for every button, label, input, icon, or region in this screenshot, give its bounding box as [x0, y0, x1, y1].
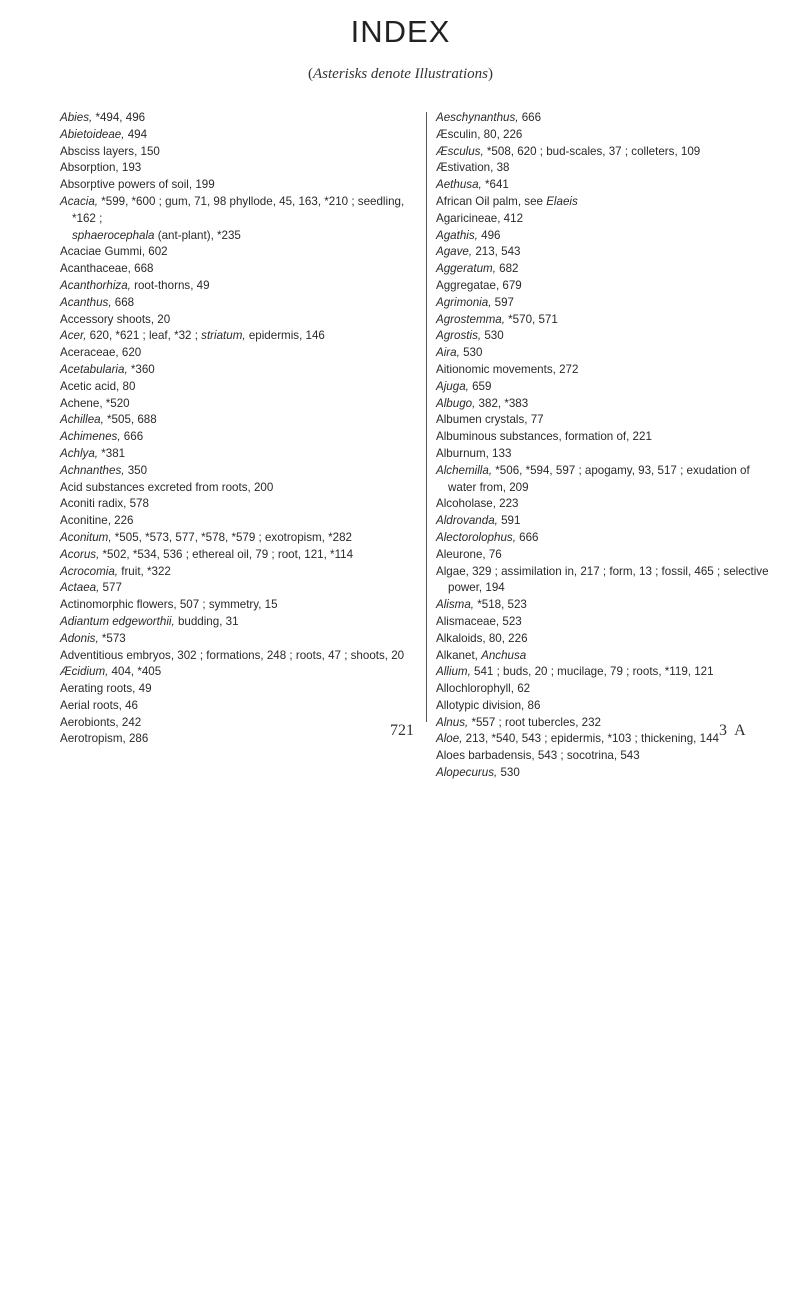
- entry-refs: *502, *534, 536 ; ethereal oil, 79 ; root, 121, *114: [99, 547, 354, 561]
- entry-refs: 496: [477, 228, 501, 242]
- entry-refs: *505, *573, 577, *578, *579 ; exotropism, *282: [111, 530, 352, 544]
- index-entry: [436, 396, 781, 413]
- index-entry: [60, 564, 418, 581]
- index-entry: [60, 429, 418, 446]
- index-entry: [436, 765, 781, 782]
- index-entry: [60, 480, 418, 497]
- entry-term: Agathis,: [436, 228, 478, 242]
- entry-refs: Actinomorphic flowers, 507 ; symmetry, 15: [60, 598, 278, 612]
- entry-term: Æcidium,: [60, 665, 109, 679]
- index-entry: [436, 664, 781, 681]
- index-entry: [60, 681, 418, 698]
- entry-term: Achimenes,: [60, 430, 121, 444]
- entry-refs: Alismaceae, 523: [436, 614, 522, 628]
- entry-term: Aeschynanthus,: [436, 111, 519, 124]
- entry-refs: Acid substances excreted from roots, 200: [60, 480, 274, 494]
- index-entry: [60, 379, 418, 396]
- entry-refs: 382, *383: [475, 396, 529, 410]
- entry-term: Acetabularia,: [60, 362, 128, 376]
- entry-refs: *508, 620 ; bud-scales, 37 ; colleters, 109: [483, 144, 701, 158]
- entry-term: Agrimonia,: [436, 295, 492, 309]
- index-entry: [436, 295, 781, 312]
- entry-refs: Aggregatae, 679: [436, 278, 522, 292]
- index-entry: [436, 211, 781, 228]
- index-entry: [60, 362, 418, 379]
- index-entry: [60, 698, 418, 715]
- entry-term: Achnanthes,: [60, 463, 125, 477]
- index-entry: [436, 648, 781, 665]
- entry-refs: Alburnum, 133: [436, 446, 512, 460]
- entry-term: Agrostemma,: [436, 312, 505, 326]
- index-entry: [60, 597, 418, 614]
- entry-refs: Alcoholase, 223: [436, 497, 519, 511]
- entry-term: Actaea,: [60, 581, 100, 595]
- entry-refs: Acanthaceae, 668: [60, 262, 154, 276]
- entry-refs: Allotypic division, 86: [436, 698, 541, 712]
- index-entry: [436, 144, 781, 161]
- entry-refs: 213, *540, 543 ; epidermis, *103 ; thickening, 144: [462, 732, 719, 746]
- index-entry: [60, 513, 418, 530]
- subtitle-text: Asterisks denote Illustrations: [313, 66, 488, 82]
- column-divider: [426, 112, 427, 722]
- entry-refs: Allochlorophyll, 62: [436, 682, 531, 696]
- entry-term: Abies,: [60, 111, 93, 124]
- entry-refs: (ant-plant), *235: [154, 228, 241, 242]
- index-entry: [60, 244, 418, 261]
- index-entry: [436, 110, 781, 127]
- entry-refs: *573: [98, 631, 126, 645]
- entry-refs: *599, *600 ; gum, 71, 98 phyllode, 45, 163, *210 ; seedling, *162 ;: [72, 194, 405, 225]
- entry-term: Aggeratum,: [436, 262, 496, 276]
- entry-refs: 659: [468, 379, 492, 393]
- entry-refs: *506, *594, 597 ; apogamy, 93, 517 ; exudation of water from, 209: [448, 463, 750, 494]
- page-number: 721: [390, 722, 414, 739]
- entry-term: Anchusa: [481, 648, 527, 662]
- index-entry: [60, 177, 418, 194]
- index-entry: [436, 698, 781, 715]
- index-column-left: [60, 110, 418, 748]
- index-entry: [436, 446, 781, 463]
- entry-refs: 666: [518, 111, 542, 124]
- index-entry: [436, 228, 781, 245]
- entry-refs: Accessory shoots, 20: [60, 312, 171, 326]
- index-entry: [436, 631, 781, 648]
- entry-term: Elaeis: [546, 194, 578, 208]
- index-entry: [436, 496, 781, 513]
- entry-refs: 213, 543: [472, 245, 521, 259]
- entry-term: Aloe,: [436, 732, 463, 746]
- entry-refs: 591: [497, 514, 521, 528]
- index-entry: [60, 312, 418, 329]
- entry-term: Albugo,: [436, 396, 476, 410]
- index-column-right: [436, 110, 781, 782]
- entry-refs: Algae, 329 ; assimilation in, 217 ; form, 13 ; fossil, 465 ; selective power, 194: [436, 564, 769, 595]
- index-entry: [60, 110, 418, 127]
- entry-refs: *518, 523: [474, 598, 527, 612]
- index-entry: [436, 261, 781, 278]
- entry-refs: 577: [99, 581, 122, 595]
- index-entry: [60, 228, 418, 245]
- entry-refs: Albumen crystals, 77: [436, 413, 544, 427]
- index-entry: [436, 244, 781, 261]
- entry-term: Aconitum,: [60, 530, 112, 544]
- entry-refs: Aerating roots, 49: [60, 682, 152, 696]
- entry-refs: Acetic acid, 80: [60, 379, 136, 393]
- entry-refs: Aconitine, 226: [60, 514, 134, 528]
- entry-refs: 620, *621 ; leaf, *32 ;: [86, 329, 202, 343]
- entry-refs: budding, 31: [174, 614, 239, 628]
- entry-term: striatum,: [201, 329, 246, 343]
- entry-term: Achlya,: [60, 446, 99, 460]
- entry-term: Agave,: [436, 245, 473, 259]
- entry-term: Alisma,: [436, 598, 475, 612]
- entry-term: Acorus,: [60, 547, 100, 561]
- entry-refs: Aconiti radix, 578: [60, 497, 149, 511]
- entry-refs: Absorptive powers of soil, 199: [60, 178, 215, 192]
- entry-term: Acrocomia,: [60, 564, 118, 578]
- index-entry: [60, 463, 418, 480]
- entry-term: Aira,: [436, 346, 460, 360]
- subtitle-close-paren: ): [488, 66, 493, 82]
- index-entry: [436, 160, 781, 177]
- index-entry: [60, 278, 418, 295]
- index-entry: [436, 547, 781, 564]
- entry-refs: Alkanet,: [436, 648, 482, 662]
- entry-refs: 404, *405: [108, 665, 162, 679]
- index-entry: [436, 379, 781, 396]
- entry-term: sphaerocephala: [72, 228, 155, 242]
- entry-refs: 668: [111, 295, 135, 309]
- entry-refs: Alkaloids, 80, 226: [436, 631, 528, 645]
- index-entry: [60, 261, 418, 278]
- index-entry: [436, 429, 781, 446]
- entry-refs: Acaciae Gummi, 602: [60, 245, 168, 259]
- index-entry: [60, 194, 418, 228]
- entry-refs: Albuminous substances, formation of, 221: [436, 430, 652, 444]
- entry-term: Acacia,: [60, 194, 99, 208]
- index-entry: [436, 278, 781, 295]
- entry-term: Acer,: [60, 329, 87, 343]
- entry-refs: Aerial roots, 46: [60, 698, 138, 712]
- entry-term: Alchemilla,: [436, 463, 493, 477]
- index-entry: [60, 328, 418, 345]
- index-entry: [436, 597, 781, 614]
- entry-term: Agrostis,: [436, 329, 482, 343]
- index-entry: [436, 412, 781, 429]
- entry-term: Abietoideae,: [60, 127, 125, 141]
- entry-refs: 530: [481, 329, 504, 343]
- entry-term: Ajuga,: [436, 379, 469, 393]
- index-entry: [436, 127, 781, 144]
- entry-refs: Achene, *520: [60, 396, 130, 410]
- index-entry: [60, 614, 418, 631]
- index-entry: [60, 446, 418, 463]
- entry-refs: Aerotropism, 286: [60, 732, 149, 746]
- entry-refs: *570, 571: [504, 312, 558, 326]
- entry-refs: African Oil palm, see: [436, 194, 547, 208]
- index-entry: [436, 564, 781, 598]
- entry-term: Achillea,: [60, 413, 104, 427]
- entry-refs: Aleurone, 76: [436, 547, 502, 561]
- entry-term: Allium,: [436, 665, 471, 679]
- entry-term: Adiantum edgeworthii,: [60, 614, 175, 628]
- index-entry: [60, 144, 418, 161]
- index-entry: [436, 614, 781, 631]
- entry-refs: *494, 496: [92, 111, 146, 124]
- entry-refs: Aerobionts, 242: [60, 715, 142, 729]
- entry-refs: Adventitious embryos, 302 ; formations, 248 ; roots, 47 ; shoots, 20: [60, 648, 405, 662]
- entry-refs: Aloes barbadensis, 543 ; socotrina, 543: [436, 749, 640, 763]
- index-entry: [436, 177, 781, 194]
- entry-term: Adonis,: [60, 631, 99, 645]
- signature-mark: 3 A: [719, 722, 748, 739]
- index-entry: [60, 496, 418, 513]
- index-entry: [436, 312, 781, 329]
- entry-term: Acanthorhiza,: [60, 278, 131, 292]
- entry-refs: 530: [497, 766, 520, 780]
- entry-refs: fruit, *322: [118, 564, 171, 578]
- entry-refs: 666: [120, 430, 144, 444]
- entry-term: Æsculus,: [436, 144, 484, 158]
- entry-refs: 541 ; buds, 20 ; mucilage, 79 ; roots, *119, 121: [470, 665, 714, 679]
- entry-refs: *505, 688: [103, 413, 157, 427]
- index-entry: [60, 631, 418, 648]
- entry-term: Alnus,: [436, 715, 469, 729]
- index-entry: [436, 362, 781, 379]
- index-entry: [436, 530, 781, 547]
- entry-refs: 530: [459, 346, 483, 360]
- entry-refs: *360: [127, 362, 155, 376]
- entry-refs: 682: [495, 262, 519, 276]
- index-entry: [60, 160, 418, 177]
- entry-refs: *557 ; root tubercles, 232: [468, 715, 602, 729]
- entry-term: Alopecurus,: [436, 766, 498, 780]
- entry-refs: root-thorns, 49: [130, 278, 210, 292]
- entry-term: Alectorolophus,: [436, 530, 516, 544]
- index-entry: [436, 345, 781, 362]
- entry-refs: Absorption, 193: [60, 161, 142, 175]
- entry-refs: 597: [491, 295, 514, 309]
- entry-refs: Aceraceae, 620: [60, 346, 142, 360]
- subtitle-open-paren: (: [308, 66, 313, 82]
- entry-refs: Absciss layers, 150: [60, 144, 160, 158]
- index-entry: [60, 412, 418, 429]
- index-entry: [60, 664, 418, 681]
- index-entry: [60, 731, 418, 748]
- index-entry: [60, 547, 418, 564]
- entry-term: Aldrovanda,: [436, 514, 498, 528]
- index-entry: [60, 715, 418, 732]
- entry-refs: epidermis, 146: [245, 329, 325, 343]
- entry-refs: 494: [124, 127, 148, 141]
- index-entry: [60, 127, 418, 144]
- entry-refs: Æstivation, 38: [436, 161, 510, 175]
- index-entry: [60, 396, 418, 413]
- entry-refs: *641: [481, 178, 509, 192]
- index-entry: [60, 648, 418, 665]
- entry-term: Aethusa,: [436, 178, 482, 192]
- index-entry: [436, 748, 781, 765]
- entry-refs: 350: [124, 463, 148, 477]
- index-subtitle: [0, 66, 801, 83]
- entry-refs: Æsculin, 80, 226: [436, 127, 523, 141]
- index-entry: [60, 530, 418, 547]
- entry-refs: Aitionomic movements, 272: [436, 362, 579, 376]
- entry-refs: Agaricineae, 412: [436, 211, 524, 225]
- index-entry: [436, 194, 781, 211]
- index-entry: [436, 513, 781, 530]
- index-entry: [436, 681, 781, 698]
- index-entry: [60, 295, 418, 312]
- entry-term: Acanthus,: [60, 295, 112, 309]
- index-entry: [436, 463, 781, 497]
- page-title: INDEX: [350, 14, 451, 49]
- index-entry: [60, 580, 418, 597]
- entry-refs: *381: [98, 446, 126, 460]
- index-entry: [60, 345, 418, 362]
- index-entry: [436, 328, 781, 345]
- entry-refs: 666: [515, 530, 539, 544]
